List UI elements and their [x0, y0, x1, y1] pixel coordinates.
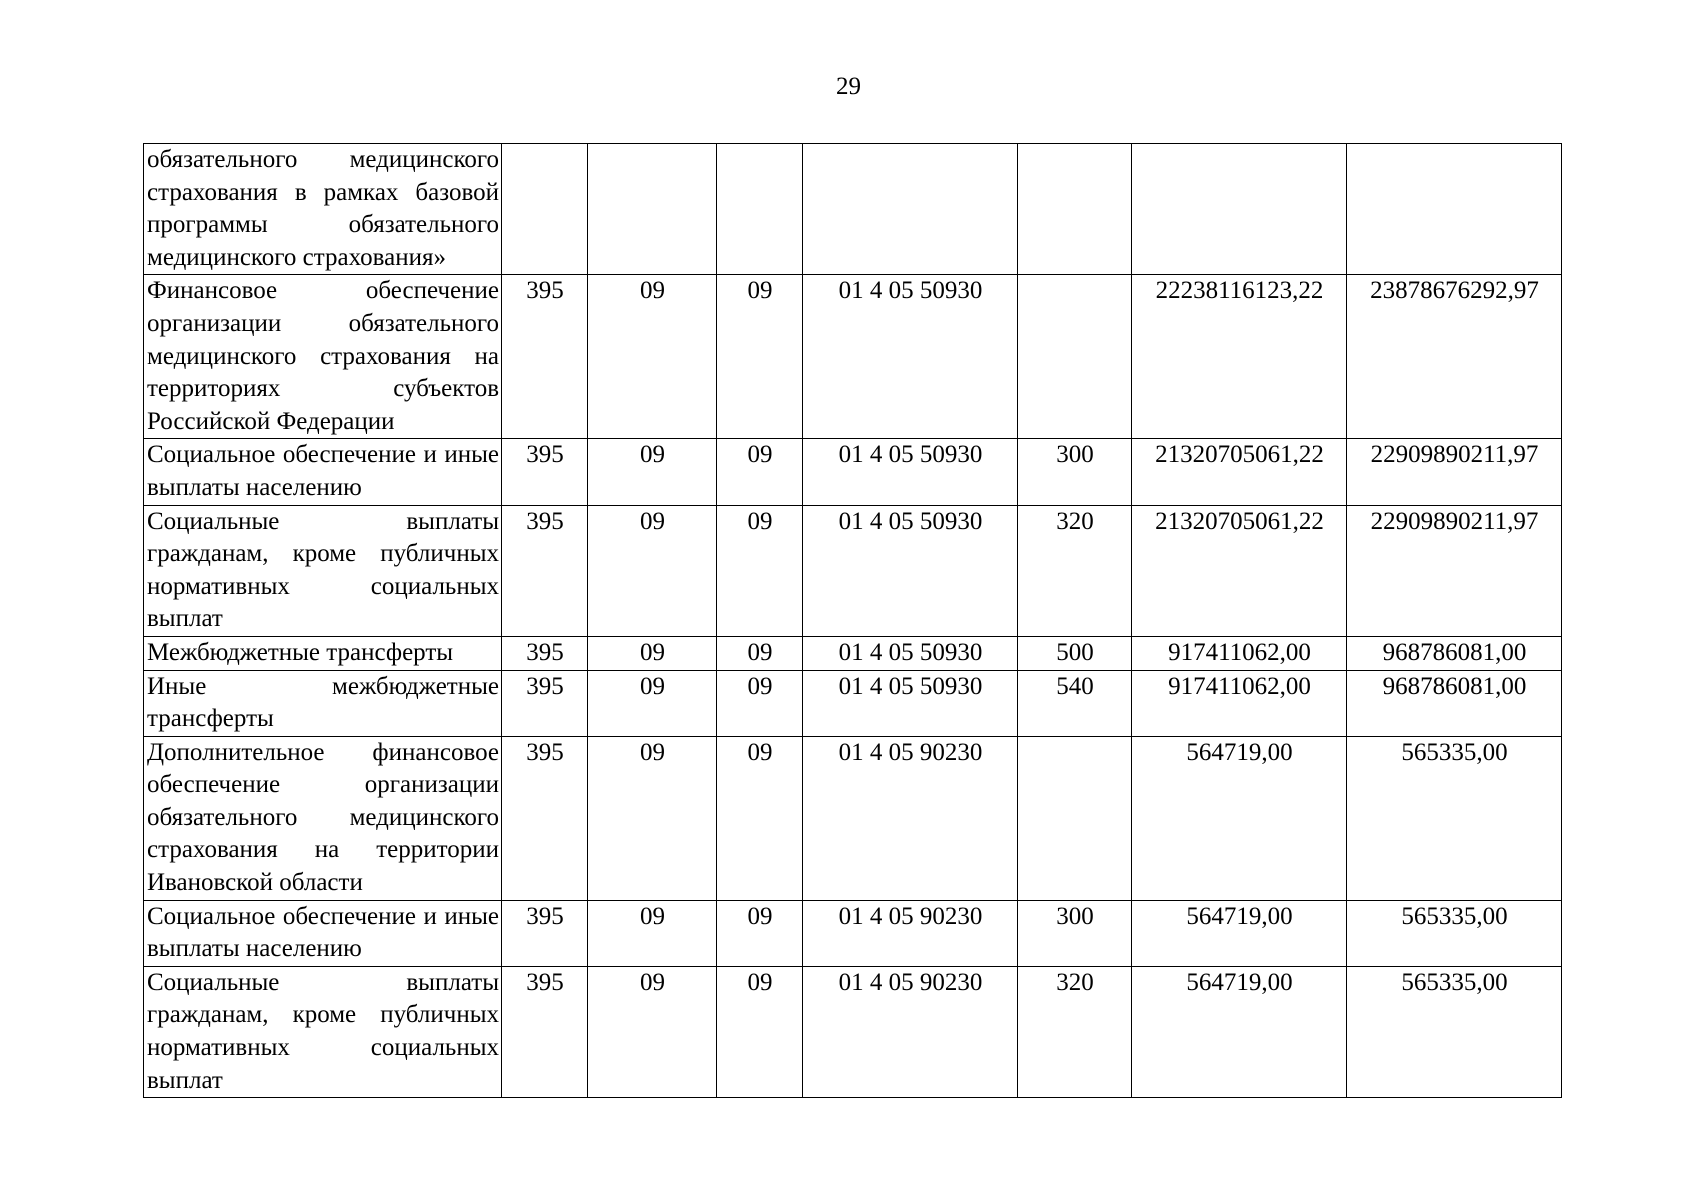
- amount-year-1-cell: 564719,00: [1132, 900, 1347, 966]
- description-cell: Социальные выплаты гражданам, кроме публичных нормативных социальных выплат: [144, 505, 502, 636]
- amount-year-2-cell: 565335,00: [1347, 900, 1562, 966]
- subsection-code-cell: 09: [717, 636, 803, 670]
- amount-year-1-cell: 564719,00: [1132, 736, 1347, 900]
- target-article-code-cell: [803, 144, 1018, 275]
- ministry-code-cell: 395: [502, 275, 588, 439]
- table-row: [144, 736, 1562, 900]
- section-code-cell: 09: [588, 736, 717, 900]
- ministry-code-cell: 395: [502, 505, 588, 636]
- target-article-code-cell: 01 4 05 50930: [803, 636, 1018, 670]
- table-row: [144, 439, 1562, 505]
- description-cell: Социальное обеспечение и иные выплаты населению: [144, 439, 502, 505]
- target-article-code-cell: 01 4 05 50930: [803, 505, 1018, 636]
- budget-table: [143, 143, 1562, 1098]
- expense-type-code-cell: [1018, 275, 1132, 439]
- description-cell: Социальные выплаты гражданам, кроме публичных нормативных социальных выплат: [144, 966, 502, 1097]
- amount-year-2-cell: 22909890211,97: [1347, 505, 1562, 636]
- table-row: [144, 966, 1562, 1097]
- target-article-code-cell: 01 4 05 90230: [803, 736, 1018, 900]
- subsection-code-cell: [717, 144, 803, 275]
- target-article-code-cell: 01 4 05 50930: [803, 439, 1018, 505]
- amount-year-2-cell: 968786081,00: [1347, 636, 1562, 670]
- ministry-code-cell: 395: [502, 636, 588, 670]
- section-code-cell: 09: [588, 275, 717, 439]
- amount-year-1-cell: 21320705061,22: [1132, 439, 1347, 505]
- amount-year-2-cell: 968786081,00: [1347, 670, 1562, 736]
- amount-year-1-cell: 21320705061,22: [1132, 505, 1347, 636]
- table-row: [144, 670, 1562, 736]
- amount-year-2-cell: 23878676292,97: [1347, 275, 1562, 439]
- ministry-code-cell: 395: [502, 736, 588, 900]
- section-code-cell: 09: [588, 505, 717, 636]
- page-number: 29: [836, 73, 861, 100]
- description-cell: обязательного медицинского страхования в рамках базовой программы обязательного медицинского страхования»: [144, 144, 502, 275]
- expense-type-code-cell: 540: [1018, 670, 1132, 736]
- amount-year-2-cell: [1347, 144, 1562, 275]
- amount-year-1-cell: 564719,00: [1132, 966, 1347, 1097]
- table-row: [144, 636, 1562, 670]
- expense-type-code-cell: 500: [1018, 636, 1132, 670]
- section-code-cell: 09: [588, 439, 717, 505]
- description-cell: Иные межбюджетные трансферты: [144, 670, 502, 736]
- description-cell: Социальное обеспечение и иные выплаты населению: [144, 900, 502, 966]
- target-article-code-cell: 01 4 05 50930: [803, 670, 1018, 736]
- ministry-code-cell: 395: [502, 966, 588, 1097]
- amount-year-2-cell: 565335,00: [1347, 966, 1562, 1097]
- subsection-code-cell: 09: [717, 966, 803, 1097]
- ministry-code-cell: 395: [502, 670, 588, 736]
- table-row: [144, 275, 1562, 439]
- expense-type-code-cell: 300: [1018, 900, 1132, 966]
- description-cell: Дополнительное финансовое обеспечение организации обязательного медицинского страхования на территории Ивановской области: [144, 736, 502, 900]
- description-cell: Финансовое обеспечение организации обязательного медицинского страхования на территориях субъектов Российской Федерации: [144, 275, 502, 439]
- target-article-code-cell: 01 4 05 90230: [803, 966, 1018, 1097]
- ministry-code-cell: 395: [502, 900, 588, 966]
- expense-type-code-cell: [1018, 144, 1132, 275]
- section-code-cell: 09: [588, 966, 717, 1097]
- subsection-code-cell: 09: [717, 275, 803, 439]
- ministry-code-cell: 395: [502, 439, 588, 505]
- expense-type-code-cell: 320: [1018, 505, 1132, 636]
- table-body: [144, 144, 1562, 1098]
- subsection-code-cell: 09: [717, 439, 803, 505]
- amount-year-1-cell: 917411062,00: [1132, 670, 1347, 736]
- expense-type-code-cell: 300: [1018, 439, 1132, 505]
- subsection-code-cell: 09: [717, 736, 803, 900]
- table-row: [144, 505, 1562, 636]
- subsection-code-cell: 09: [717, 505, 803, 636]
- table-row: [144, 900, 1562, 966]
- expense-type-code-cell: 320: [1018, 966, 1132, 1097]
- ministry-code-cell: [502, 144, 588, 275]
- amount-year-2-cell: 22909890211,97: [1347, 439, 1562, 505]
- amount-year-1-cell: 22238116123,22: [1132, 275, 1347, 439]
- section-code-cell: 09: [588, 636, 717, 670]
- amount-year-2-cell: 565335,00: [1347, 736, 1562, 900]
- amount-year-1-cell: 917411062,00: [1132, 636, 1347, 670]
- subsection-code-cell: 09: [717, 670, 803, 736]
- table-row: [144, 144, 1562, 275]
- expense-type-code-cell: [1018, 736, 1132, 900]
- section-code-cell: 09: [588, 670, 717, 736]
- amount-year-1-cell: [1132, 144, 1347, 275]
- subsection-code-cell: 09: [717, 900, 803, 966]
- section-code-cell: [588, 144, 717, 275]
- target-article-code-cell: 01 4 05 90230: [803, 900, 1018, 966]
- description-cell: Межбюджетные трансферты: [144, 636, 502, 670]
- target-article-code-cell: 01 4 05 50930: [803, 275, 1018, 439]
- section-code-cell: 09: [588, 900, 717, 966]
